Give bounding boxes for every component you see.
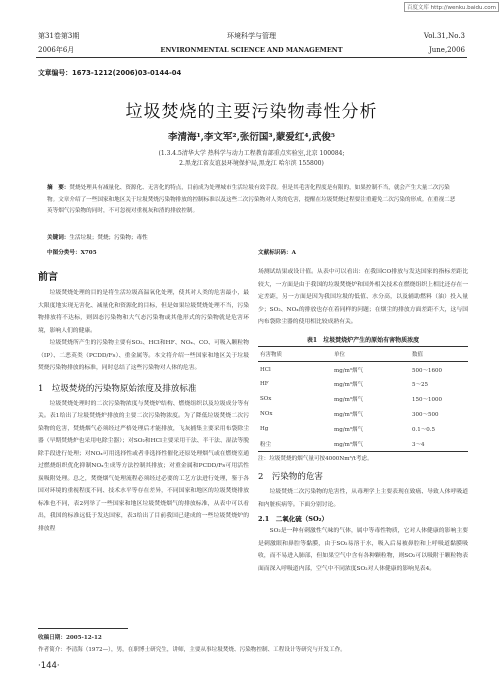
received-date: 收稿日期：2005-12-12	[38, 635, 102, 641]
clc-number	[47, 248, 97, 256]
cell-substance: Hg	[260, 425, 269, 432]
journal-name-en: ENVIRONMENTAL SCIENCE AND MANAGEMENT	[160, 46, 343, 54]
keywords-text: 生活垃圾；焚烧；污染物；毒性	[69, 235, 148, 241]
cell-unit: mg/m³烟气	[334, 426, 364, 433]
section2-paragraph: 垃圾焚烧二次污染物的危害性，从毒理学上主要表现在致癌、导致人体呼吸道和内脏疾病等。下面分别讨论。	[258, 489, 468, 508]
clc-value: X705	[80, 250, 97, 256]
paper-title: 垃圾焚烧的主要污染物毒性分析	[125, 102, 378, 122]
publication-date-en: June,2006	[428, 46, 465, 54]
clc-label: 中图分类号：	[47, 250, 81, 256]
volume-issue-en: Vol.31,No.3	[423, 32, 465, 40]
section1-heading: 1 垃圾焚烧的污染物原始浓度及排放标准	[38, 383, 197, 394]
table-row	[258, 421, 468, 436]
table1-title: 表1 垃圾焚烧炉产生的原始有害物质浓度	[306, 336, 420, 344]
preface-paragraph-1: 垃圾焚烧处理的目的是将生活垃圾高温氧化处理，使其对人类的危害最小，最大限度地实现无害化、减量化和资源化的目标，但是如果垃圾焚烧处理不当，污染物排放将不达标，则固态污染物和大气态污染物或其他形式的污染物就是危害环境，影响人们的健康。	[38, 290, 249, 334]
author-list: 李清海¹,李文军²,张衍国³,蒙爱红⁴,武俊⁵	[167, 132, 336, 143]
abstract-label: 摘 要：	[47, 185, 70, 191]
cell-value: 150～1000	[412, 397, 442, 404]
table-row	[258, 407, 468, 422]
article-id: 文章编号：1673-1212(2006)03-0144-04	[38, 69, 182, 77]
table-row	[258, 436, 468, 451]
journal-name-cn: 环境科学与管理	[227, 32, 276, 40]
intro-paragraph: 场测试结果或设计值。从表中可以看出：在我国CO排放与发达国家的指标差距比较大，一方面是由于我国的垃圾焚烧炉和国外相关技术在燃烧组织上相比还存在一定差距，另一方面是因为我国垃圾的低值、水分高，以及辅助燃料（油）投入量少；SO₂、NOₓ的排放也存在着同样的问题；在烟尘的排放方面差距不大，这与国内布袋除尘器的使用相比较成熟有关。	[258, 269, 468, 325]
affiliation-line-1: (1.3.4.5清华大学 热科学与动力工程教育部重点实验室,北京 100084;	[158, 150, 345, 157]
watermark-badge: 百度文库 http://wenku.baidu.com	[404, 2, 499, 12]
subsection-paragraph: SO₂是一种有刺激性气味的气体，属中等毒性物质，它对人体健康的影响主要是刺激眼和鼻腔等黏膜，由于SO₂易溶于水，吸入后易被鼻腔和上呼吸道黏膜吸收，而不易进入肺部，但如果空气中含有各种颗粒物，则SO₂可以吸附于颗粒物表面而深入呼吸道内部，空气中不同浓度SO₂对人体健康的影响见表4。	[258, 528, 468, 572]
cell-substance: HF	[260, 381, 269, 388]
col-header-value: 数值	[412, 351, 424, 358]
cell-unit: mg/m³烟气	[334, 397, 364, 404]
cell-value: 5～25	[412, 382, 428, 389]
col-header-substance: 有害物质	[260, 351, 283, 358]
abstract-text: 焚烧处理具有减量化、资源化、无害化的特点，目前成为处理城市生活垃圾有效手段。但是其毛害化程度是有限的，如果控制不当，就会产生大量二次污染物。文章介绍了一些国家和地区关于垃圾焚烧污染物排放的控制标准以及这些二次污染物对人类的危害，提醒在垃圾焚烧过程要注重避免二次污染的形成。在重视二恶英等烟气污染物的同时，不可忽视对重视灰和渣的排放控制。	[47, 185, 456, 214]
publication-date: 2006年6月	[38, 46, 75, 54]
table-header-row	[258, 346, 468, 362]
cell-substance: HCl	[260, 366, 271, 373]
table-row	[258, 362, 468, 377]
document-code	[258, 248, 296, 256]
cell-value: 0.1～0.5	[412, 426, 435, 433]
table-row	[258, 377, 468, 392]
section1-paragraph: 垃圾焚烧处理时的二次污染物浓度与焚烧炉结构、燃烧组织以及垃圾成分等有关。表1给出了垃圾焚烧炉排放的主要二次污染物浓度。为了降低垃圾焚烧二次污染物的危害，焚烧烟气必须经过严格处理后才能排放，飞灰捕集主要采用布袋除尘器（早期焚烧炉也采用电除尘器）；对SO₂和HCl主要采用干法、半干法、湿法等脱除手段进行处理；对NOₓ可用选择性或者非选择性催化还原处理烟气或在燃烧室通过燃烧组织优化抑制NOₓ生成等方法控制其排放；对重金属和PCDD/Fs可用活性炭吸附处理。总之，焚烧烟气处理流程必须经过必要的工艺方法进行处理，鉴于各国对环境的重视程度不同、技术水平等存在差异，不同国家和地区的垃圾焚烧排放标准也不同，表2列举了一些国家和地区垃圾焚烧烟气的排放标准，从表中可以看出，我国的标准远低于发达国家，表3给出了目前我国已建成的一些垃圾焚烧炉的排放程	[38, 400, 249, 532]
cell-unit: mg/m³烟气	[334, 367, 364, 374]
abstract	[47, 183, 457, 218]
cell-substance: 粉尘	[260, 441, 272, 448]
subsection-heading: 2.1 二氧化硫（SO₂）	[258, 515, 329, 524]
header-rule	[36, 57, 467, 58]
affiliation-line-2: 2.黑龙江省友谊县环境保护局,黑龙江 哈尔滨 155800)	[179, 160, 324, 167]
volume-issue: 第31卷第3期	[38, 32, 80, 40]
col-header-unit: 单位	[334, 351, 346, 358]
cell-value: 300～500	[412, 412, 439, 419]
left-column	[38, 262, 249, 535]
doc-code-label: 文献标识码：	[258, 250, 292, 256]
section2-heading: 2 污染物的危害	[258, 472, 323, 483]
author-bio: 作者简介：李清海（1972—），男，在职博士研究生，讲师，主要从事垃圾焚烧、污染物控制、工程设计等研究与开发工作。	[38, 647, 346, 653]
keywords	[47, 233, 148, 241]
cell-substance: NOx	[260, 411, 273, 418]
footnote-rule	[38, 628, 128, 629]
cell-unit: mg/m³烟气	[334, 412, 364, 419]
cell-substance: SOx	[260, 396, 272, 403]
preface-paragraph-2: 垃圾焚烧所产生的污染物主要有SO₂、HCl和HF、NOₓ、CO、可吸入颗粒物（IP）、二恶英类（PCDD/Fs）、重金属等。本文将介绍一些国家和地区关于垃圾焚烧污染物排放的标准，同时总结了这些污染物对人体的危害。	[38, 340, 249, 371]
pollutant-table	[258, 346, 468, 453]
cell-unit: mg/m³烟气	[334, 441, 364, 448]
page-number: ·144·	[38, 661, 60, 671]
preface-heading: 前言	[38, 272, 58, 283]
doc-code-value: A	[291, 250, 296, 256]
cell-value: 500～1600	[412, 367, 442, 374]
right-column	[258, 266, 468, 575]
table-row	[258, 392, 468, 407]
cell-unit: mg/m³烟气	[334, 382, 364, 389]
keywords-label: 关键词：	[47, 235, 70, 241]
table1-note: 注：垃圾焚烧的烟气量可按4000Nm³/t考虑。	[258, 456, 373, 463]
cell-value: 3～4	[412, 441, 425, 448]
